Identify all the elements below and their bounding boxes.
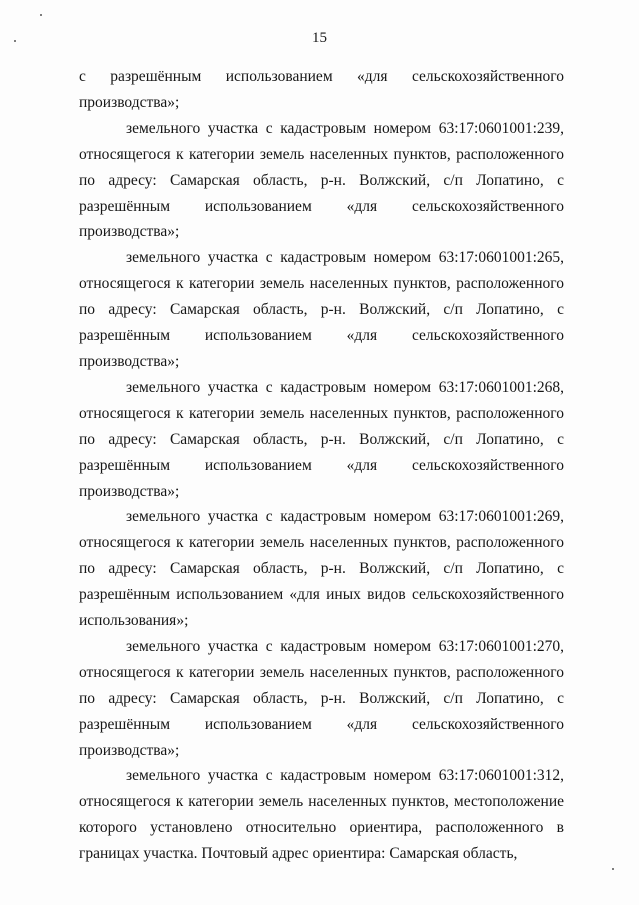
- scan-speck: [612, 868, 614, 870]
- page-number: 15: [312, 30, 327, 46]
- scan-speck: [14, 40, 16, 42]
- scan-speck: [40, 14, 42, 16]
- paragraph-plot-268: земельного участка с кадастровым номером 63:17:0601001:268, относящегося к категории земель населенных пунктов, расположенного по адресу: Самарская область, р-н. Волжский, с/п Лопатино, с разрешённым использованием «для сельскохозяйственного производства»;: [79, 378, 564, 500]
- paragraph-plot-270: земельного участка с кадастровым номером 63:17:0601001:270, относящегося к категории земель населенных пунктов, расположенного по адресу: Самарская область, р-н. Волжский, с/п Лопатино, с разрешённым использованием «для сельскохозяйственного производства»;: [79, 637, 564, 759]
- paragraph-plot-312: земельного участка с кадастровым номером 63:17:0601001:312, относящегося к категории земель населенных пунктов, местоположение которого установлено относительно ориентира, расположенного в границах участка. Почтовый адрес ориентира: Самарская область,: [79, 767, 564, 863]
- paragraph-plot-239: земельного участка с кадастровым номером 63:17:0601001:239, относящегося к категории земель населенных пунктов, расположенного по адресу: Самарская область, р-н. Волжский, с/п Лопатино, с разрешённым использованием «для сельскохозяйственного производства»;: [79, 119, 564, 241]
- paragraph-plot-269: земельного участка с кадастровым номером 63:17:0601001:269, относящегося к категории земель населенных пунктов, расположенного по адресу: Самарская область, р-н. Волжский, с/п Лопатино, с разрешённым использованием «для иных видов сельскохозяйственного использования»;: [79, 508, 564, 630]
- paragraph-continuation: с разрешённым использованием «для сельскохозяйственного производства»;: [79, 68, 564, 111]
- document-body: [79, 64, 564, 867]
- paragraph-plot-265: земельного участка с кадастровым номером 63:17:0601001:265, относящегося к категории земель населенных пунктов, расположенного по адресу: Самарская область, р-н. Волжский, с/п Лопатино, с разрешённым использованием «для сельскохозяйственного производства»;: [79, 249, 564, 370]
